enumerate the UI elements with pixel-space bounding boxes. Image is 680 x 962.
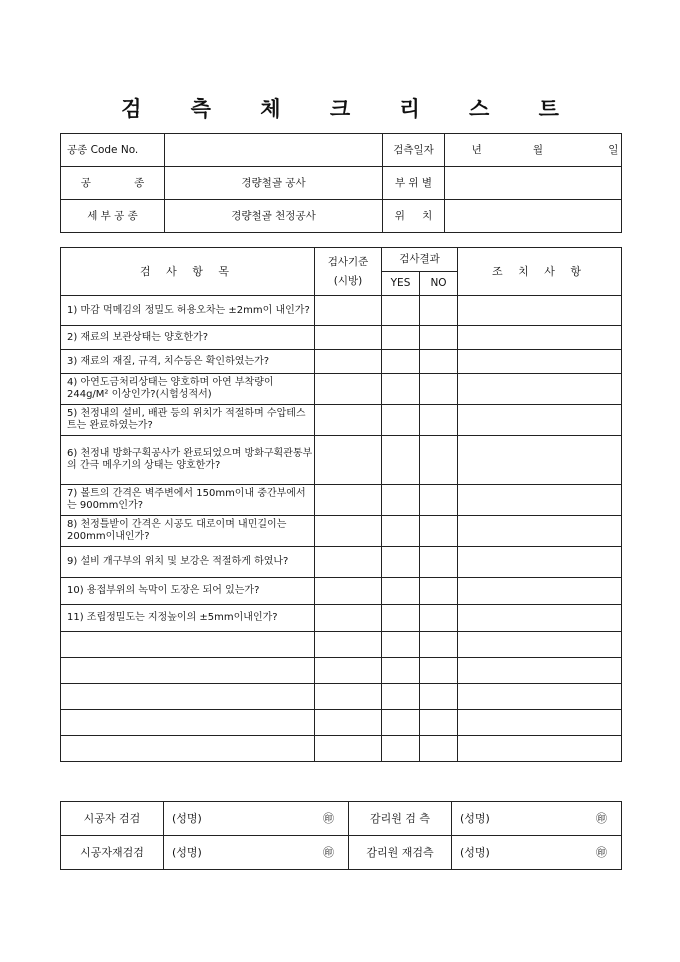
no-cell[interactable] [420, 710, 458, 736]
name-field: (성명) [460, 812, 490, 825]
work-code-value[interactable] [165, 134, 383, 167]
standard-cell[interactable] [315, 350, 382, 374]
page-title: 검 측 체 크 리 스 트 [121, 96, 580, 121]
yes-cell[interactable] [382, 632, 420, 658]
col-standard-header [315, 248, 382, 296]
check-item-text: 10) 용접부위의 녹막이 도장은 되어 있는가? [61, 578, 315, 605]
yes-cell[interactable] [382, 605, 420, 632]
name-field: (성명) [172, 812, 202, 825]
no-cell[interactable] [420, 326, 458, 350]
check-item-text: 4) 아연도금처리상태는 양호하며 아연 부착량이 244g/M² 이상인가?(시험성적서) [61, 374, 315, 405]
no-cell[interactable] [420, 516, 458, 547]
standard-cell[interactable] [315, 605, 382, 632]
action-cell[interactable] [458, 684, 622, 710]
contractor-check-label: 시공자 검검 [61, 802, 164, 836]
col-standard-line2: (시방) [333, 274, 363, 287]
check-item-text [61, 632, 315, 658]
header-table [60, 133, 622, 233]
check-item-text: 1) 마감 먹메김의 정밀도 허용오차는 ±2mm이 내인가? [61, 296, 315, 326]
action-cell[interactable] [458, 326, 622, 350]
yes-cell[interactable] [382, 516, 420, 547]
table-row [61, 516, 622, 547]
yes-cell[interactable] [382, 405, 420, 436]
sub-work-label: 세 부 공 종 [61, 200, 165, 233]
seal-mark: ㊞ [596, 846, 607, 859]
col-result-header: 검사결과 [382, 248, 458, 272]
standard-cell[interactable] [315, 736, 382, 762]
standard-cell[interactable] [315, 578, 382, 605]
table-row [61, 485, 622, 516]
inspection-date-value[interactable] [445, 134, 622, 167]
action-cell[interactable] [458, 436, 622, 485]
table-row [61, 547, 622, 578]
action-cell[interactable] [458, 296, 622, 326]
check-item-text: 3) 재료의 재질, 규격, 치수등은 확인하였는가? [61, 350, 315, 374]
yes-cell[interactable] [382, 485, 420, 516]
date-month: 월 [532, 143, 544, 156]
action-cell[interactable] [458, 350, 622, 374]
col-item-header: 검 사 항 목 [61, 248, 315, 296]
standard-cell[interactable] [315, 296, 382, 326]
seal-mark: ㊞ [323, 812, 334, 825]
no-cell[interactable] [420, 736, 458, 762]
check-item-text [61, 684, 315, 710]
check-item-text [61, 736, 315, 762]
part-label: 부 위 별 [383, 167, 445, 200]
standard-cell[interactable] [315, 632, 382, 658]
check-item-text [61, 710, 315, 736]
table-row [61, 658, 622, 684]
seal-mark: ㊞ [323, 846, 334, 859]
no-cell[interactable] [420, 684, 458, 710]
table-row [61, 736, 622, 762]
yes-cell[interactable] [382, 436, 420, 485]
table-row [61, 296, 622, 326]
standard-cell[interactable] [315, 485, 382, 516]
check-item-text: 9) 설비 개구부의 위치 및 보강은 적절하게 하였나? [61, 547, 315, 578]
yes-cell[interactable] [382, 296, 420, 326]
supervisor-check-signature[interactable] [452, 802, 622, 836]
date-year: 년 [471, 143, 482, 156]
standard-cell[interactable] [315, 547, 382, 578]
standard-cell[interactable] [315, 684, 382, 710]
action-cell[interactable] [458, 658, 622, 684]
sub-work-value[interactable]: 경량철골 천정공사 [165, 200, 383, 233]
action-cell[interactable] [458, 405, 622, 436]
contractor-check-signature[interactable] [164, 802, 349, 836]
supervisor-check-label: 감리원 검 측 [349, 802, 452, 836]
check-item-text: 8) 천정틀받이 간격은 시공도 대로이며 내민길이는 200mm이내인가? [61, 516, 315, 547]
table-row [61, 632, 622, 658]
date-day: 일 [608, 143, 619, 156]
table-row [61, 684, 622, 710]
no-cell[interactable] [420, 547, 458, 578]
contractor-recheck-label: 시공자재검검 [61, 836, 164, 870]
work-type-label: 공 종 [61, 167, 165, 200]
action-cell[interactable] [458, 516, 622, 547]
yes-cell[interactable] [382, 658, 420, 684]
no-cell[interactable] [420, 578, 458, 605]
table-row [61, 326, 622, 350]
col-action-header: 조 치 사 항 [458, 248, 622, 296]
yes-cell[interactable] [382, 326, 420, 350]
check-item-text: 5) 천정내의 설비, 배관 등의 위치가 적절하며 수압테스트는 완료하였는가? [61, 405, 315, 436]
no-cell[interactable] [420, 350, 458, 374]
col-yes-header: YES [382, 272, 420, 296]
table-row [61, 605, 622, 632]
work-type-value[interactable]: 경량철골 공사 [165, 167, 383, 200]
yes-cell[interactable] [382, 684, 420, 710]
table-row [61, 578, 622, 605]
check-item-text: 6) 천정내 방화구획공사가 완료되었으며 방화구획관통부의 간극 메우기의 상태는 양호한가? [61, 436, 315, 485]
col-standard-line1: 검사기준 [327, 255, 369, 268]
table-row [61, 405, 622, 436]
standard-cell[interactable] [315, 326, 382, 350]
no-cell[interactable] [420, 605, 458, 632]
name-field: (성명) [172, 846, 202, 859]
action-cell[interactable] [458, 374, 622, 405]
no-cell[interactable] [420, 658, 458, 684]
no-cell[interactable] [420, 436, 458, 485]
standard-cell[interactable] [315, 405, 382, 436]
standard-cell[interactable] [315, 710, 382, 736]
signature-table [60, 801, 622, 870]
action-cell[interactable] [458, 632, 622, 658]
yes-cell[interactable] [382, 350, 420, 374]
yes-cell[interactable] [382, 374, 420, 405]
standard-cell[interactable] [315, 658, 382, 684]
check-item-text: 2) 재료의 보관상태는 양호한가? [61, 326, 315, 350]
yes-cell[interactable] [382, 578, 420, 605]
table-row [61, 374, 622, 405]
standard-cell[interactable] [315, 374, 382, 405]
no-cell[interactable] [420, 632, 458, 658]
location-value[interactable] [445, 200, 622, 233]
standard-cell[interactable] [315, 516, 382, 547]
col-no-header: NO [420, 272, 458, 296]
action-cell[interactable] [458, 605, 622, 632]
contractor-recheck-signature[interactable] [164, 836, 349, 870]
action-cell[interactable] [458, 710, 622, 736]
no-cell[interactable] [420, 405, 458, 436]
standard-cell[interactable] [315, 436, 382, 485]
work-code-label: 공종 Code No. [61, 134, 165, 167]
supervisor-recheck-signature[interactable] [452, 836, 622, 870]
action-cell[interactable] [458, 578, 622, 605]
part-value[interactable] [445, 167, 622, 200]
table-row [61, 436, 622, 485]
check-item-text: 7) 볼트의 간격은 벽주변에서 150mm이내 중간부에서는 900mm인가? [61, 485, 315, 516]
location-label: 위 치 [383, 200, 445, 233]
action-cell[interactable] [458, 547, 622, 578]
action-cell[interactable] [458, 736, 622, 762]
yes-cell[interactable] [382, 710, 420, 736]
name-field: (성명) [460, 846, 490, 859]
no-cell[interactable] [420, 296, 458, 326]
no-cell[interactable] [420, 374, 458, 405]
action-cell[interactable] [458, 485, 622, 516]
table-row [61, 710, 622, 736]
inspection-date-label: 검측일자 [383, 134, 445, 167]
no-cell[interactable] [420, 485, 458, 516]
yes-cell[interactable] [382, 547, 420, 578]
seal-mark: ㊞ [596, 812, 607, 825]
checklist-table [60, 247, 622, 762]
table-row [61, 350, 622, 374]
check-item-text: 11) 조립정밀도는 지정높이의 ±5mm이내인가? [61, 605, 315, 632]
supervisor-recheck-label: 감리원 재검측 [349, 836, 452, 870]
yes-cell[interactable] [382, 736, 420, 762]
check-item-text [61, 658, 315, 684]
